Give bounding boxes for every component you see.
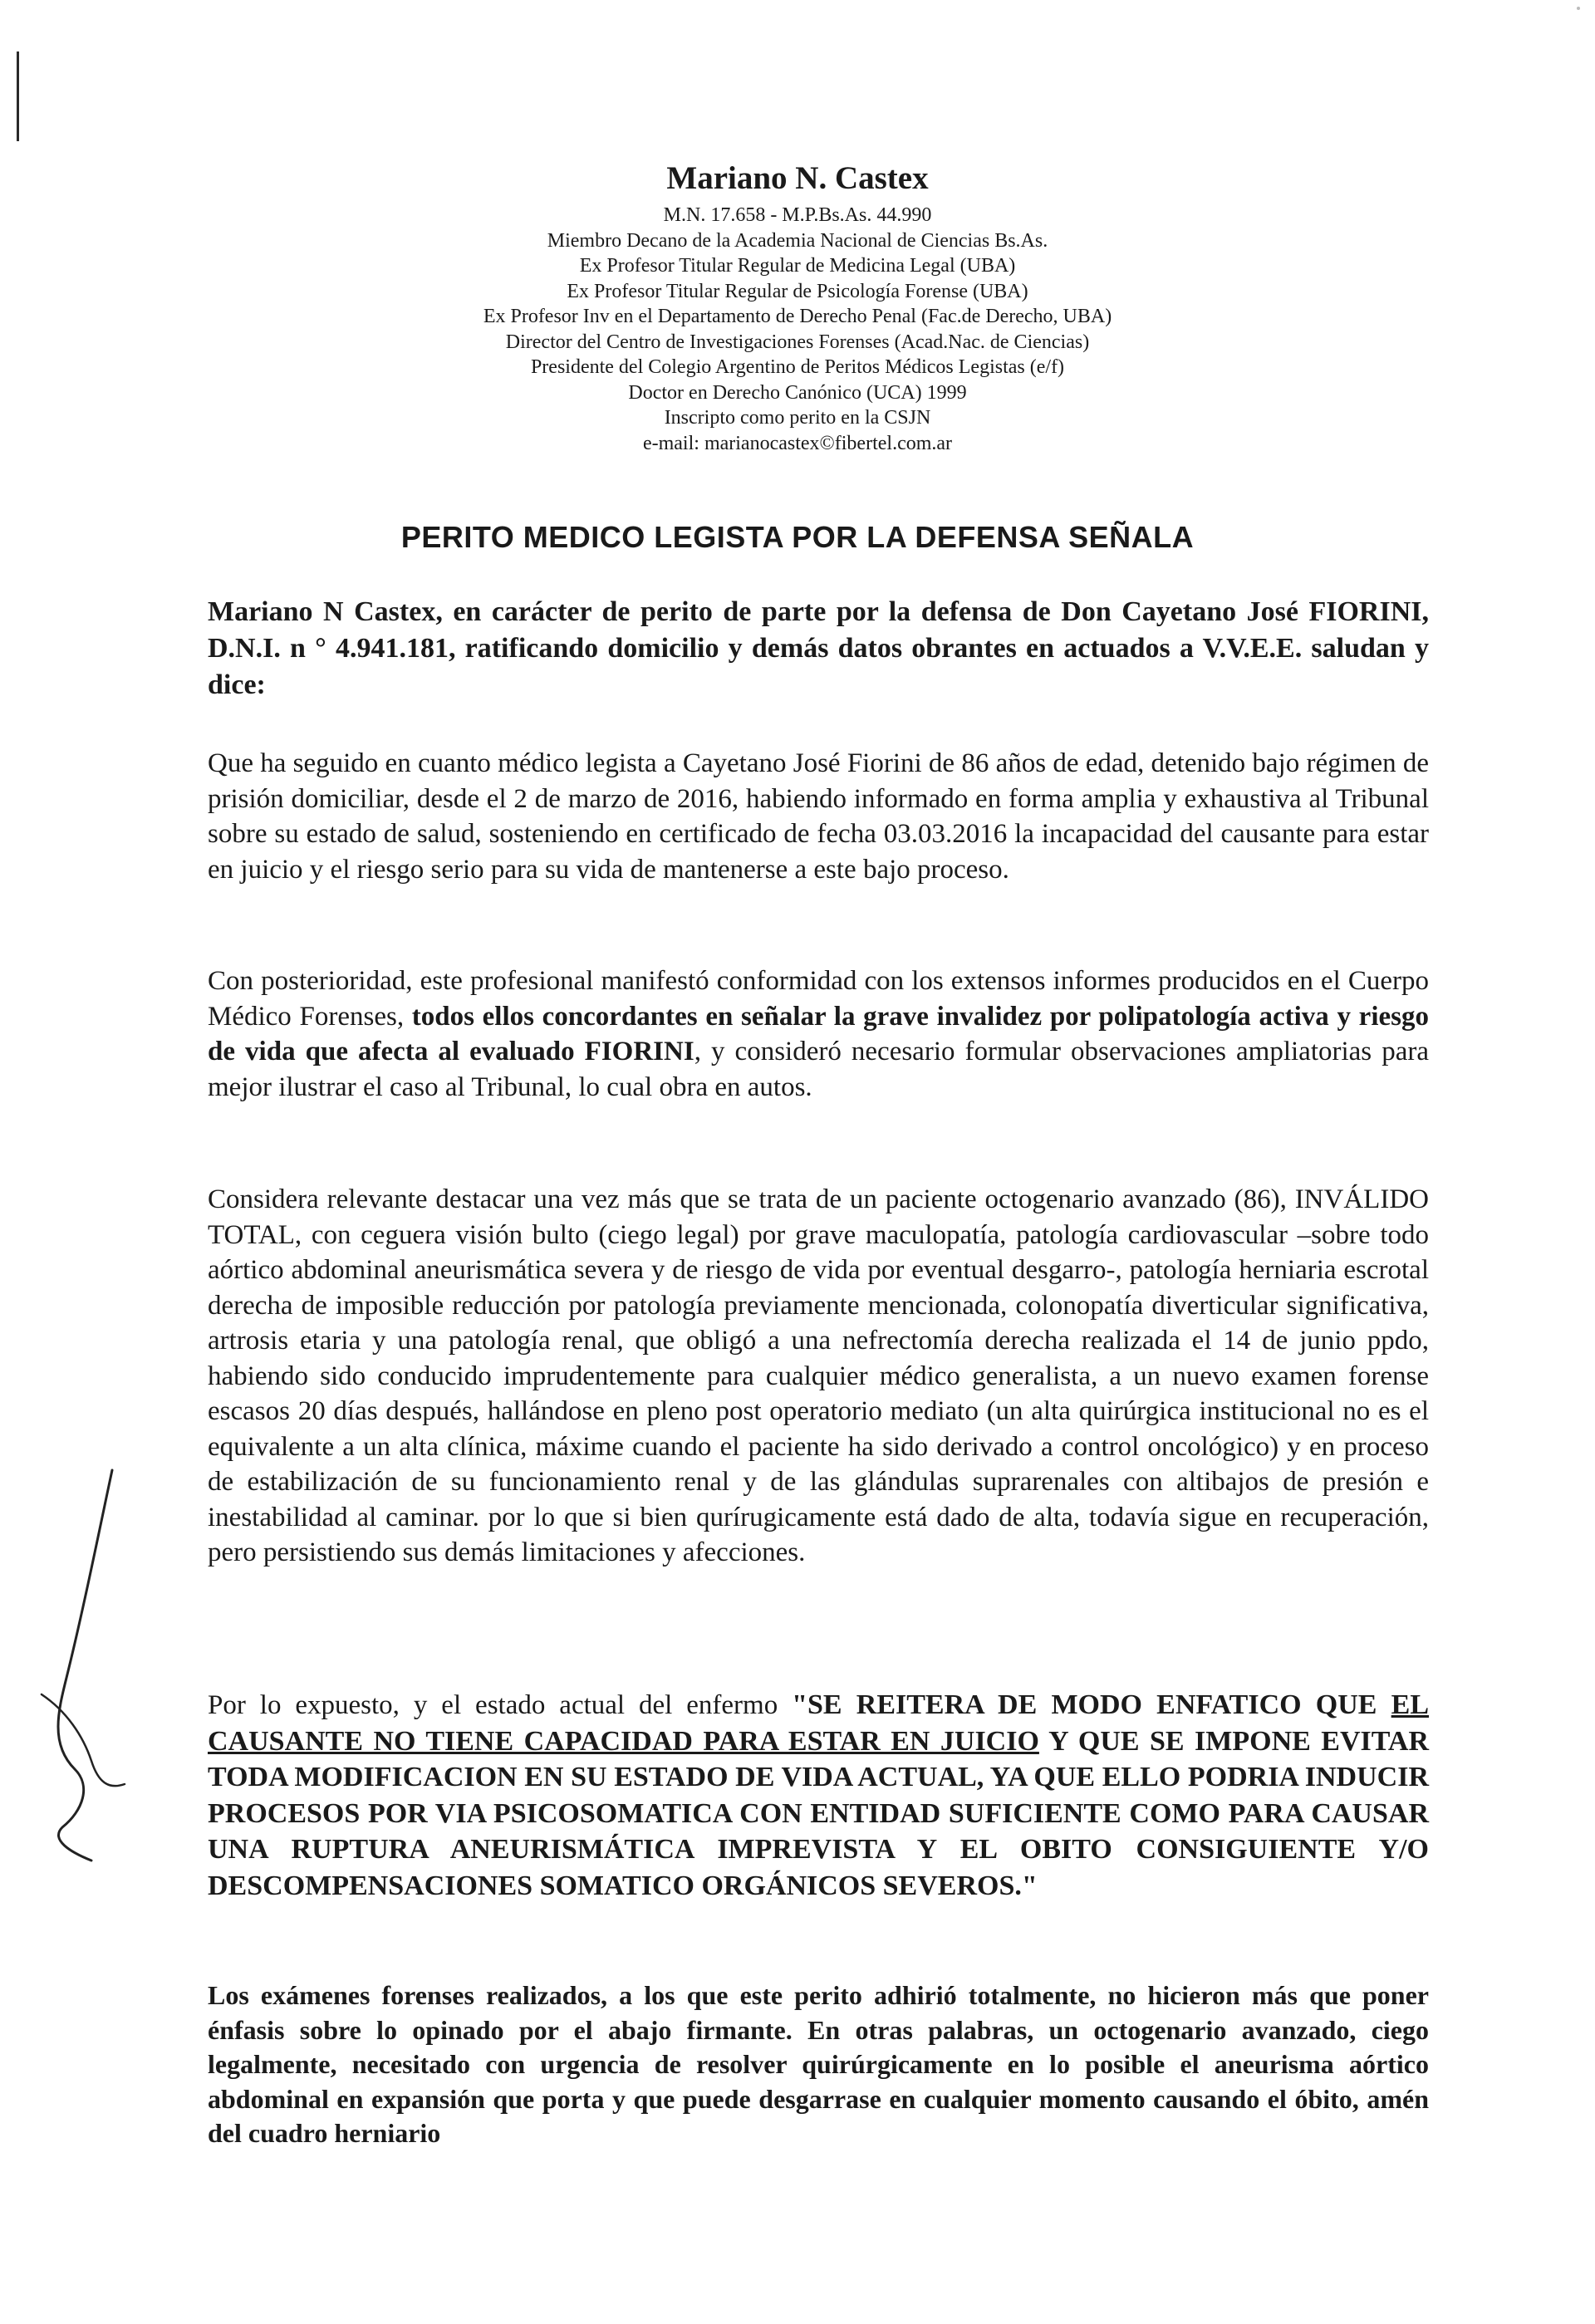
handwritten-mark: [33, 1462, 141, 1877]
paragraph-4-caps-2: Y QUE SE IMPONE EVITAR TODA MODIFICACION EN SU ESTADO DE VIDA ACTUAL, YA QUE ELLO PODRIA INDUCIR PROCESOS POR VIA PSICOSOMATICA CON ENTIDAD SUFICIENTE COMO PARA CAUSAR UNA RUPTURA ANEURISMÁTICA IMPREVISTA Y EL OBITO CONSIGUIENTE Y/O DESCOMPENSACIONES SOMATICO ORGÁNICOS SEVEROS.": [208, 1725, 1429, 1901]
credential-line: Doctor en Derecho Canónico (UCA) 1999: [628, 381, 967, 404]
credential-line: Ex Profesor Titular Regular de Psicología Forense (UBA): [567, 280, 1028, 302]
scan-speck: [1577, 7, 1580, 10]
paragraph-4-lead: Por lo expuesto, y el estado actual del enfermo: [208, 1690, 793, 1720]
intro-section: [208, 594, 1429, 704]
paragraph-1: Que ha seguido en cuanto médico legista a Cayetano José Fiorini de 86 años de edad, detenido bajo régimen de prisión domiciliar, desde el 2 de marzo de 2016, habiendo informado en forma amplia y exhaustiva al Tribunal sobre su estado de salud, sosteniendo en certificado de fecha 03.03.2016 la incapacidad del causante para estar en juicio y el riesgo serio para su vida de mantenerse a este bajo proceso.: [208, 748, 1429, 885]
credential-line: Presidente del Colegio Argentino de Peritos Médicos Legistas (e/f): [530, 356, 1065, 378]
paragraph-2-part-2: , y consideró necesario formular observaciones ampliatorias para mejor ilustrar el caso al Tribunal, lo cual obra en autos.: [208, 1037, 1429, 1102]
paragraph-3-section: [208, 1182, 1429, 1571]
credential-line: Miembro Decano de la Academia Nacional de Ciencias Bs.As.: [547, 229, 1048, 252]
intro-paragraph: Mariano N Castex, en carácter de perito de parte por la defensa de Don Cayetano José FIORINI, D.N.I. n ° 4.941.181, ratificando domicilio y demás datos obrantes en actuados a V.V.E.E. saludan y dice:: [208, 596, 1429, 700]
credential-line: Ex Profesor Inv en el Departamento de Derecho Penal (Fac.de Derecho, UBA): [483, 306, 1112, 327]
credential-line: Inscripto como perito en la CSJN: [664, 407, 931, 429]
paragraph-5: Los exámenes forenses realizados, a los que este perito adhirió totalmente, no hicieron más que poner énfasis sobre lo opinado por el abajo firmante. En otras palabras, un octogenario avanzado, ciego legalmente, necesitado con urgencia de resolver quirúrgicamente en lo posible el aneurisma aórtico abdominal en expansión que porta y que puede desgarrase en cualquier momento causando el óbito, amén del cuadro herniario: [208, 1980, 1429, 2148]
email-line: e-mail: marianocastex©fibertel.com.ar: [642, 432, 953, 454]
paragraph-5-section: [208, 1978, 1429, 2151]
document-title: PERITO MEDICO LEGISTA POR LA DEFENSA SEÑALA: [400, 520, 1195, 554]
paragraph-4-caps-1: "SE REITERA DE MODO ENFATICO QUE: [792, 1689, 1391, 1720]
paragraph-2: [208, 963, 1429, 1105]
margin-mark: [17, 51, 19, 141]
credential-line: Director del Centro de Investigaciones Forenses (Acad.Nac. de Ciencias): [505, 331, 1090, 353]
credential-line: M.N. 17.658 - M.P.Bs.As. 44.990: [663, 204, 932, 226]
letterhead: [0, 158, 1595, 456]
credential-line: Ex Profesor Titular Regular de Medicina Legal (UBA): [579, 255, 1016, 277]
paragraph-2-bold: todos ellos concordantes en señalar la grave invalidez por polipatología activa y riesgo de vida que afecta al evaluado FIORINI: [208, 1001, 1429, 1066]
paragraph-1-section: [208, 746, 1429, 887]
paragraph-4-underlined: EL CAUSANTE NO TIENE CAPACIDAD PARA ESTAR EN JUICIO: [208, 1689, 1429, 1757]
paragraph-4-section: [208, 1687, 1429, 1904]
paragraph-3: Considera relevante destacar una vez más que se trata de un paciente octogenario avanzado (86), INVÁLIDO TOTAL, con ceguera visión bulto (ciego legal) por grave maculopatía, patología cardiovascular –sobre todo aórtico abdominal aneurismática severa y de riesgo de vida por eventual desgarro-, patología herniaria escrotal derecha de imposible reducción por patología previamente mencionada, colonopatía diverticular significativa, artrosis etaria y una patología renal, que obligó a una nefrectomía derecha realizada el 14 de junio ppdo, habiendo sido conducido imprudentemente para cualquier médico generalista, a un nuevo examen forense escasos 20 días después, hallándose en pleno post operatorio mediato (un alta quirúrgica institucional no es el equivalente a un alta clínica, máxime cuando el paciente ha sido derivado a control oncológico) y en proceso de estabilización de su funcionamiento renal y de las glándulas suprarenales con altibajos de presión e inestabilidad al caminar. por lo que si bien qurírugicamente está dado de alta, todavía sigue en recuperación, pero persistiendo sus demás limitaciones y afecciones.: [208, 1184, 1429, 1567]
paragraph-2-section: [208, 963, 1429, 1105]
paragraph-4: [208, 1687, 1429, 1904]
author-name: Mariano N. Castex: [666, 160, 929, 196]
paragraph-2-part-1: Con posterioridad, este profesional manifestó conformidad con los extensos informes producidos en el Cuerpo Médico Forenses,: [208, 966, 1429, 1032]
